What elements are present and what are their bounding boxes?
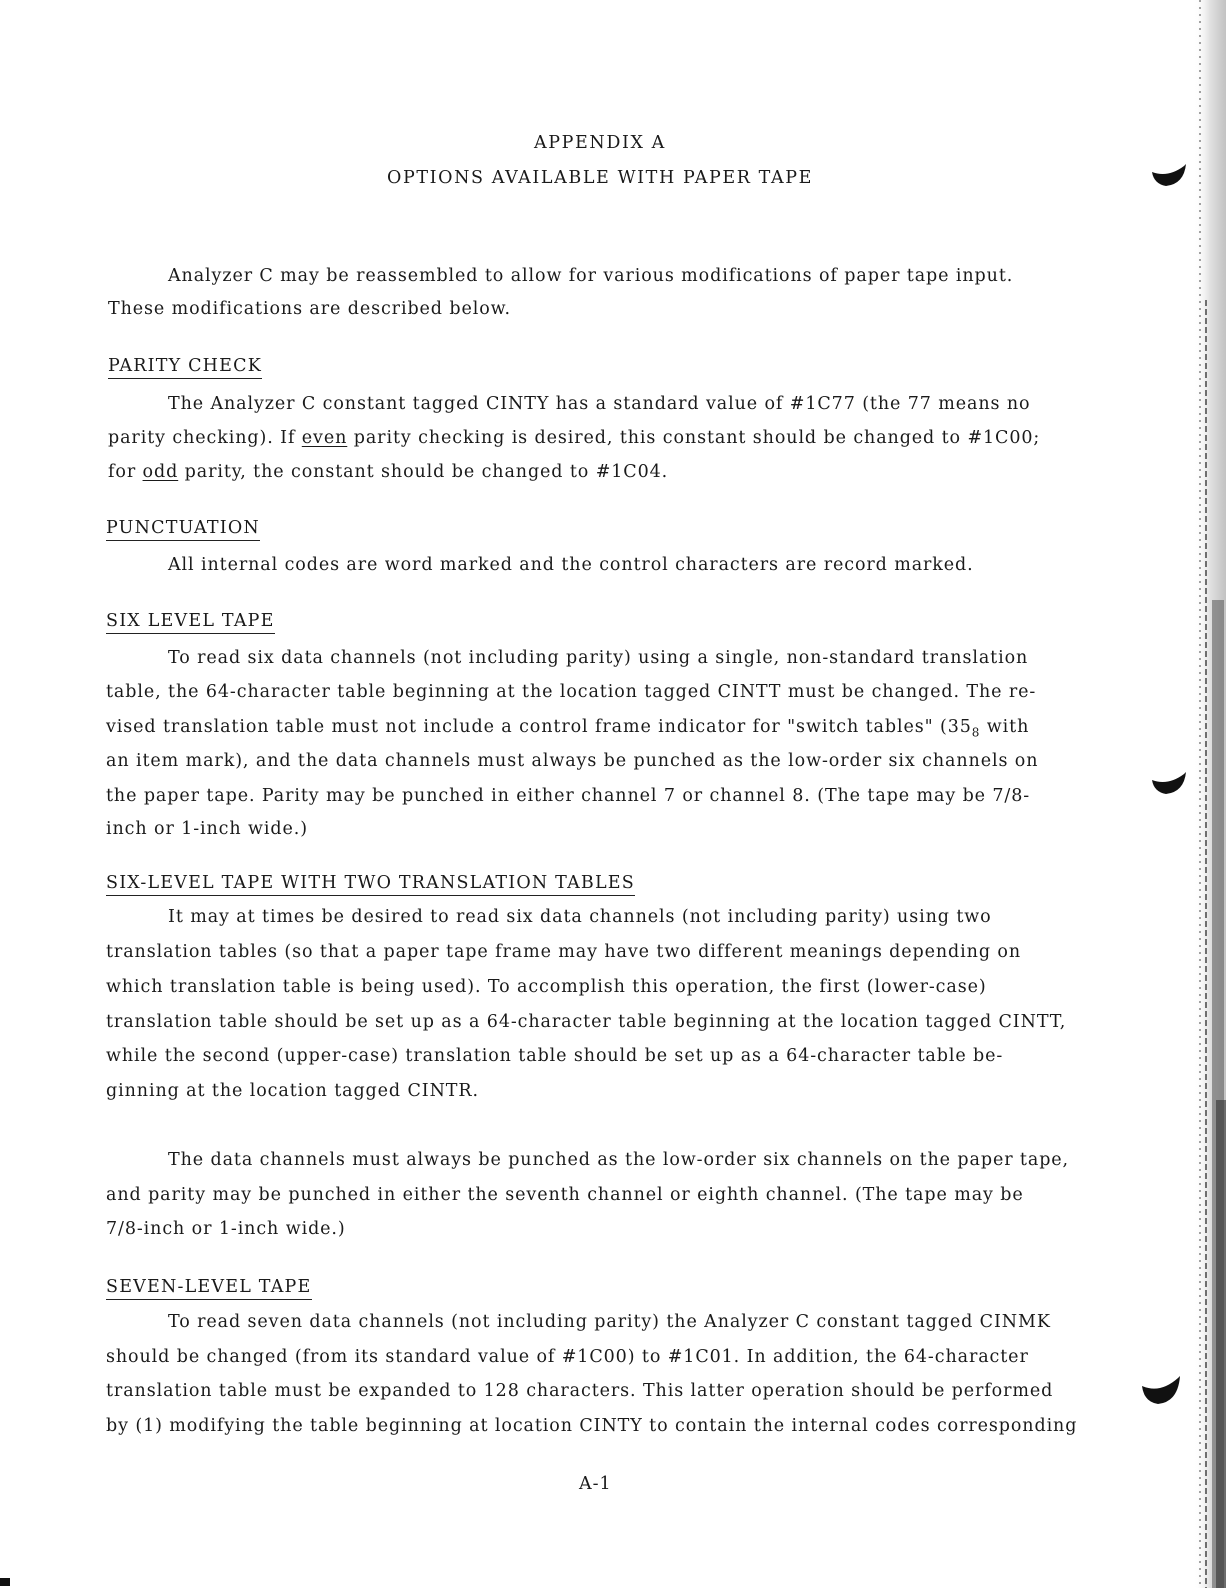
two-tables-p2-line-3: 7/8-inch or 1-inch wide.)	[106, 1219, 346, 1239]
six-level-line-4: an item mark), and the data channels must always be punched as the low-order six channels on	[106, 751, 1039, 771]
seven-level-line-4: by (1) modifying the table beginning at location CINTY to contain the internal codes corresponding	[106, 1416, 1078, 1436]
two-tables-p2-line-2: and parity may be punched in either the seventh channel or eighth channel. (The tape may be	[106, 1185, 1024, 1205]
intro-line-2: These modifications are described below.	[108, 299, 511, 319]
parity-line-1: The Analyzer C constant tagged CINTY has a standard value of #1C77 (the 77 means no	[168, 394, 1031, 414]
two-tables-line-4: translation table should be set up as a 64-character table beginning at the location tagged CINTT,	[106, 1012, 1067, 1032]
even-emphasis: even	[301, 428, 348, 448]
parity-line-3: for odd parity, the constant should be changed to #1C04.	[108, 462, 669, 482]
two-tables-line-2: translation tables (so that a paper tape frame may have two different meanings depending on	[106, 942, 1022, 962]
six-level-line-6: inch or 1-inch wide.)	[106, 819, 308, 839]
odd-emphasis: odd	[142, 462, 179, 482]
scan-corner-mark	[0, 1578, 10, 1586]
intro-line-1: Analyzer C may be reassembled to allow for various modifications of paper tape input.	[168, 266, 1014, 286]
page-number: A-1	[579, 1474, 612, 1494]
punctuation-line-1: All internal codes are word marked and the control characters are record marked.	[168, 555, 974, 575]
two-tables-line-1: It may at times be desired to read six data channels (not including parity) using two	[168, 907, 992, 927]
two-tables-line-3: which translation table is being used). To accomplish this operation, the first (lower-case)	[106, 977, 987, 997]
six-level-line-2: table, the 64-character table beginning at the location tagged CINTT must be changed. The re-	[106, 682, 1037, 702]
two-tables-line-5: while the second (upper-case) translation table should be set up as a 64-character table be-	[106, 1046, 1004, 1066]
six-level-line-1: To read six data channels (not including parity) using a single, non-standard translation	[168, 648, 1029, 668]
punch-hole-mark-bottom	[1140, 1374, 1182, 1408]
seven-level-line-1: To read seven data channels (not including parity) the Analyzer C constant tagged CINMK	[168, 1312, 1051, 1332]
two-tables-line-6: ginning at the location tagged CINTR.	[106, 1081, 479, 1101]
section-heading-parity: PARITY CHECK	[108, 355, 262, 379]
page-title: OPTIONS AVAILABLE WITH PAPER TAPE	[387, 168, 813, 188]
seven-level-line-2: should be changed (from its standard value of #1C00) to #1C01. In addition, the 64-character	[106, 1347, 1029, 1367]
section-heading-six-level: SIX LEVEL TAPE	[106, 610, 275, 634]
punch-hole-mark-top	[1150, 162, 1188, 190]
two-tables-p2-line-1: The data channels must always be punched as the low-order six channels on the paper tape,	[168, 1150, 1070, 1170]
punch-hole-mark-middle	[1150, 770, 1188, 798]
six-level-line-5: the paper tape. Parity may be punched in either channel 7 or channel 8. (The tape may be 7/8-	[106, 786, 1031, 806]
seven-level-line-3: translation table must be expanded to 128 characters. This latter operation should be performed	[106, 1381, 1054, 1401]
parity-line-2: parity checking). If even parity checking is desired, this constant should be changed to #1C00;	[108, 428, 1041, 448]
section-heading-punctuation: PUNCTUATION	[106, 517, 260, 541]
appendix-label: APPENDIX A	[534, 133, 666, 153]
binding-edge-decoration	[1192, 0, 1226, 1588]
section-heading-seven-level: SEVEN-LEVEL TAPE	[106, 1276, 312, 1300]
section-heading-six-level-two-tables: SIX-LEVEL TAPE WITH TWO TRANSLATION TABLES	[106, 872, 635, 896]
six-level-line-3: vised translation table must not include a control frame indicator for "switch tables" ($35_8$ with	[106, 717, 1030, 740]
